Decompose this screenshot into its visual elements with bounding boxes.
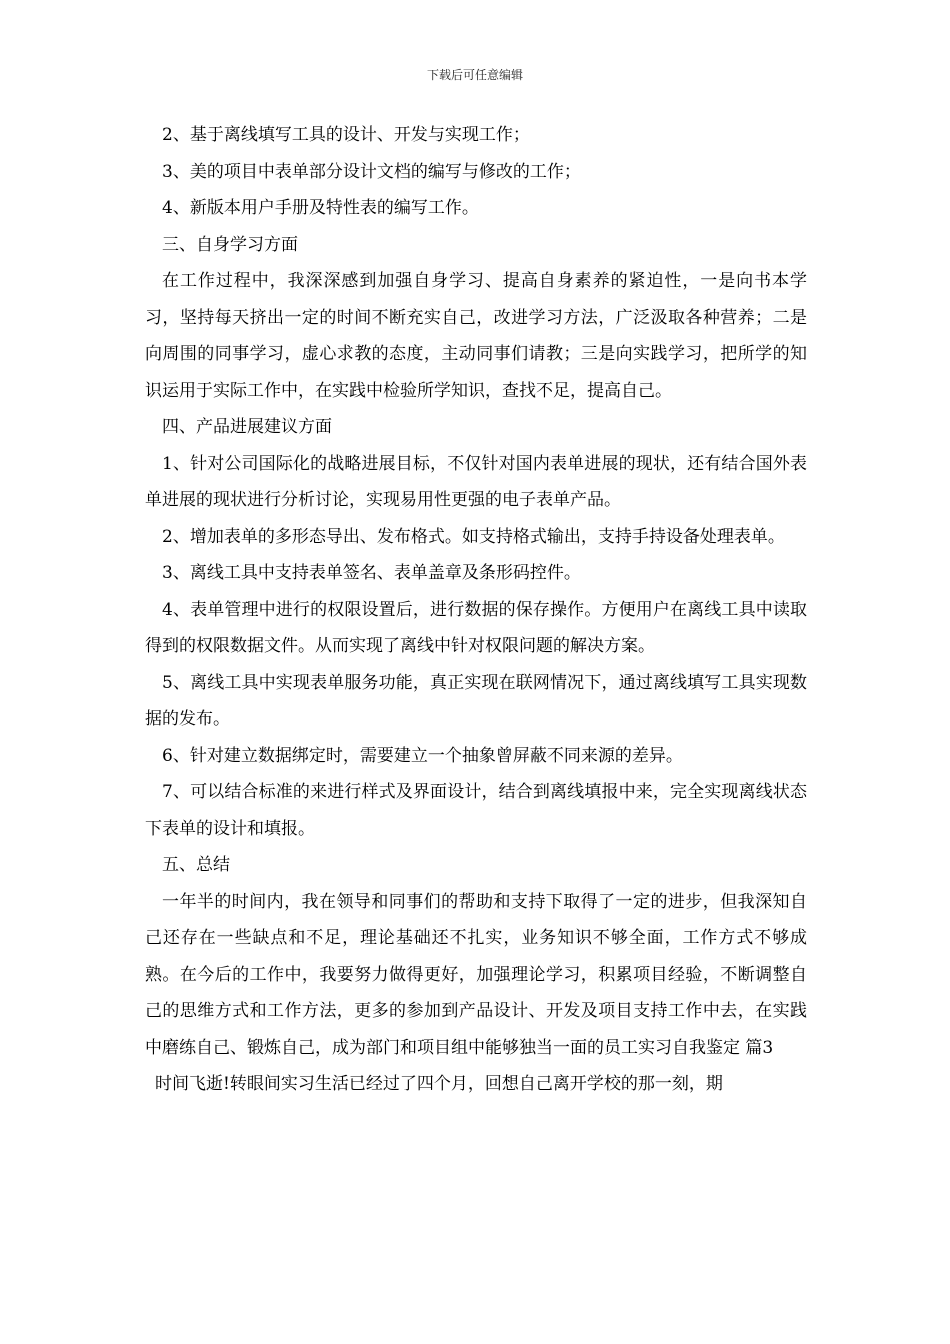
document-body <box>145 117 807 1103</box>
paragraph-suggestion-4: 4、表单管理中进行的权限设置后，进行数据的保存操作。方便用户在离线工具中读取得到的权限数据文件。从而实现了离线中针对权限问题的解决方案。 <box>145 599 807 656</box>
paragraph-list-item-3: 3、美的项目中表单部分设计文档的编写与修改的工作； <box>162 161 581 182</box>
paragraph-suggestion-7: 7、可以结合标准的来进行样式及界面设计，结合到离线填报中来，完全实现离线状态下表单的设计和填报。 <box>145 782 807 839</box>
paragraph-suggestion-3: 3、离线工具中支持表单签名、表单盖章及条形码控件。 <box>162 563 581 583</box>
paragraph-part3-intro: 时间飞逝!转眼间实习生活已经过了四个月，回想自己离开学校的那一刻，期 <box>155 1074 723 1094</box>
paragraph-suggestion-5: 5、离线工具中实现表单服务功能，真正实现在联网情况下，通过离线填写工具实现数据的发布。 <box>145 672 807 729</box>
paragraph-suggestion-1: 1、针对公司国际化的战略进展目标，不仅针对国内表单进展的现状，还有结合国外表单进展的现状进行分析讨论，实现易用性更强的电子表单产品。 <box>145 453 807 510</box>
paragraph-list-item-2: 2、基于离线填写工具的设计、开发与实现工作； <box>162 125 530 145</box>
section-heading-summary: 五、总结 <box>162 855 230 875</box>
paragraph-suggestion-6: 6、针对建立数据绑定时，需要建立一个抽象曾屏蔽不同来源的差异。 <box>162 745 683 766</box>
section-heading-self-study: 三、自身学习方面 <box>162 234 298 255</box>
paragraph-suggestion-2: 2、增加表单的多形态导出、发布格式。如支持格式输出，支持手持设备处理表单。 <box>162 526 785 547</box>
paragraph-self-study: 在工作过程中，我深深感到加强自身学习、提高自身素养的紧迫性，一是向书本学习，坚持每天挤出一定的时间不断充实自己，改进学习方法，广泛汲取各种营养；二是向周围的同事学习，虚心求教的态度，主动同事们请教；三是向实践学习，把所学的知识运用于实际工作中，在实践中检验所学知识，查找不足，提高自己。 <box>145 271 807 401</box>
paragraph-list-item-4: 4、新版本用户手册及特性表的编写工作。 <box>162 198 479 218</box>
paragraph-summary: 一年半的时间内，我在领导和同事们的帮助和支持下取得了一定的进步，但我深知自己还存在一些缺点和不足，理论基础还不扎实，业务知识不够全面，工作方式不够成熟。在今后的工作中，我要努力做得更好，加强理论学习，积累项目经验，不断调整自己的思维方式和工作方法，更多的参加到产品设计、开发及项目支持工作中去，在实践中磨练自己、锻炼自己，成为部门和项目组中能够独当一面的员工实习自我鉴定 篇3 <box>145 891 807 1058</box>
page-header: 下载后可任意编辑 <box>426 68 523 82</box>
section-heading-product-suggestions: 四、产品进展建议方面 <box>162 417 332 437</box>
